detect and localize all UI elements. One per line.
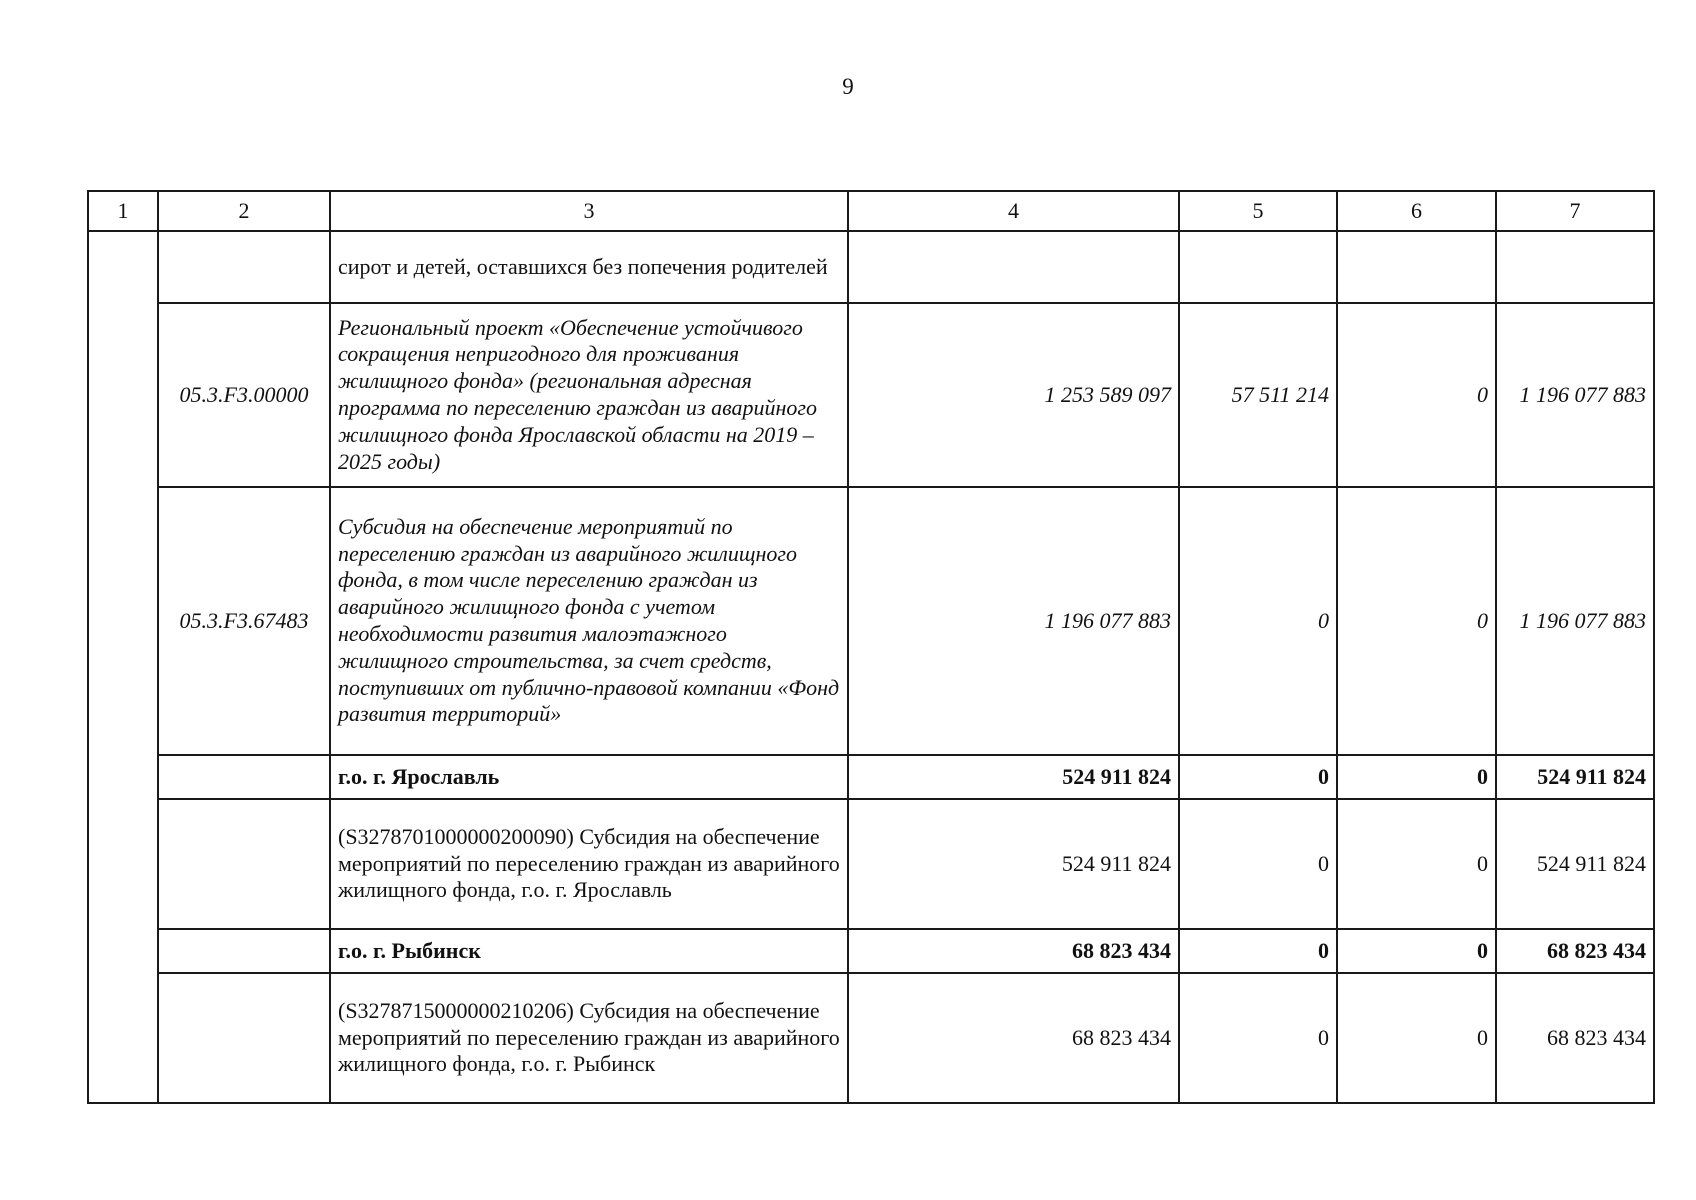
row-col-7: 524 911 824	[1496, 799, 1654, 929]
row-code: 05.3.F3.67483	[158, 487, 330, 755]
row-name: (S327871500000021020​6) Субсидия на обеспечение мероприятий по переселению граждан из аварийного жилищного фонда, г.о. г. Рыбинск	[330, 973, 848, 1103]
table-row	[88, 929, 1654, 973]
table-row	[88, 755, 1654, 799]
header-col-1: 1	[88, 191, 158, 231]
row-col-7: 524 911 824	[1496, 755, 1654, 799]
header-col-7: 7	[1496, 191, 1654, 231]
row-col-5: 0	[1179, 487, 1337, 755]
row-col-4: 524 911 824	[848, 799, 1179, 929]
row-col-7: 68 823 434	[1496, 929, 1654, 973]
row-col-5	[1179, 231, 1337, 303]
table-row	[88, 303, 1654, 487]
row-col-4: 524 911 824	[848, 755, 1179, 799]
row-col-6: 0	[1337, 799, 1496, 929]
row-col-5: 0	[1179, 755, 1337, 799]
row-col-4: 1 196 077 883	[848, 487, 1179, 755]
row-col-4	[848, 231, 1179, 303]
row-col-4: 1 253 589 097	[848, 303, 1179, 487]
row-col-6: 0	[1337, 487, 1496, 755]
header-row	[88, 191, 1654, 231]
row-col-7: 68 823 434	[1496, 973, 1654, 1103]
row-name: Региональный проект «Обеспечение устойчивого сокращения непригодного для проживания жилищного фонда» (региональная адресная программа по переселению граждан из аварийного жилищного фонда Ярославской области на 2019 – 2025 годы)	[330, 303, 848, 487]
row-col-6: 0	[1337, 303, 1496, 487]
row-code	[158, 799, 330, 929]
row-name: г.о. г. Рыбинск	[330, 929, 848, 973]
table-row	[88, 487, 1654, 755]
page-number: 9	[842, 74, 854, 99]
row-name: сирот и детей, оставшихся без попечения родителей	[330, 231, 848, 303]
row-code: 05.3.F3.00000	[158, 303, 330, 487]
table-row	[88, 231, 1654, 303]
row-col-4: 68 823 434	[848, 929, 1179, 973]
row-col-7: 1 196 077 883	[1496, 487, 1654, 755]
row-code	[158, 973, 330, 1103]
row-code	[158, 929, 330, 973]
row-col-5: 0	[1179, 799, 1337, 929]
row-col-7	[1496, 231, 1654, 303]
column-1-cell	[88, 231, 158, 1103]
row-col-6: 0	[1337, 755, 1496, 799]
row-col-6: 0	[1337, 973, 1496, 1103]
row-name: (S327870100000020009​0) Субсидия на обеспечение мероприятий по переселению граждан из аварийного жилищного фонда, г.о. г. Ярославль	[330, 799, 848, 929]
header-col-4: 4	[848, 191, 1179, 231]
row-col-6	[1337, 231, 1496, 303]
row-col-5: 0	[1179, 973, 1337, 1103]
row-name: Субсидия на обеспечение мероприятий по переселению граждан из аварийного жилищного фонда, в том числе переселению граждан из аварийного жилищного фонда с учетом необходимости развития малоэтажного жилищного строительства, за счет средств, поступивших от публично-правовой компании «Фонд развития территорий»	[330, 487, 848, 755]
table-row	[88, 799, 1654, 929]
row-col-7: 1 196 077 883	[1496, 303, 1654, 487]
row-col-6: 0	[1337, 929, 1496, 973]
header-col-3: 3	[330, 191, 848, 231]
header-col-2: 2	[158, 191, 330, 231]
row-code	[158, 755, 330, 799]
row-col-5: 0	[1179, 929, 1337, 973]
table-row	[88, 973, 1654, 1103]
row-code	[158, 231, 330, 303]
row-name: г.о. г. Ярославль	[330, 755, 848, 799]
row-col-5: 57 511 214	[1179, 303, 1337, 487]
budget-table	[87, 190, 1655, 1104]
header-col-5: 5	[1179, 191, 1337, 231]
row-col-4: 68 823 434	[848, 973, 1179, 1103]
header-col-6: 6	[1337, 191, 1496, 231]
